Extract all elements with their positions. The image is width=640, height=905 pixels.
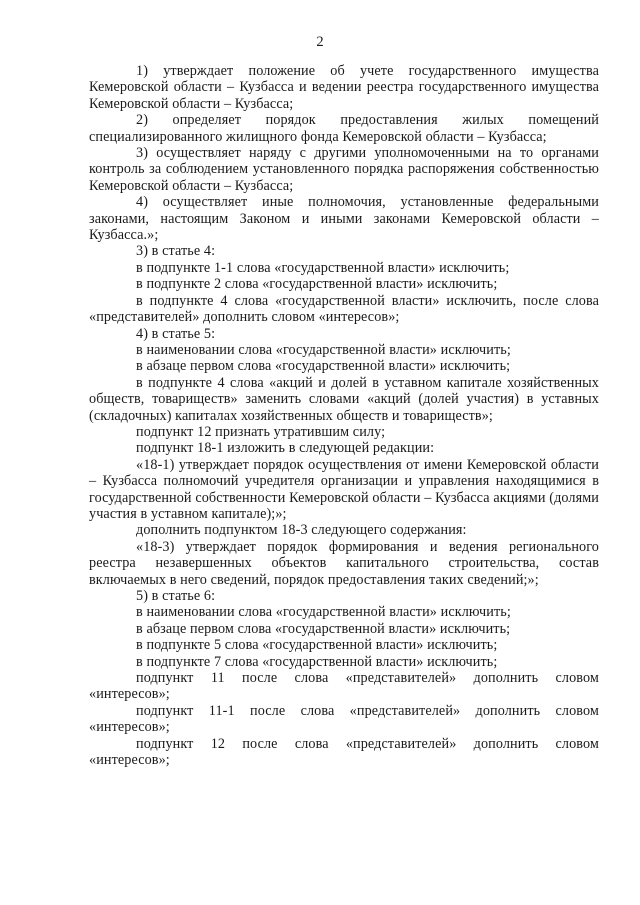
paragraph: в абзаце первом слова «государственной власти» исключить; — [136, 620, 511, 637]
paragraph: 1) утверждает положение об учете государственного имущества Кемеровской области – Кузбасса и ведении реестра государственного имущества Кемеровской области – Кузбасса; — [89, 63, 599, 112]
paragraph: подпункт 11 после слова «представителей» дополнить словом «интересов»; — [89, 670, 599, 703]
paragraph: в подпункте 7 слова «государственной власти» исключить; — [136, 653, 498, 670]
paragraph: подпункт 12 после слова «представителей» дополнить словом «интересов»; — [89, 735, 599, 769]
paragraph: 5) в статье 6: — [136, 588, 216, 604]
paragraph: в подпункте 5 слова «государственной власти» исключить; — [136, 637, 498, 654]
paragraph: в абзаце первом слова «государственной власти» исключить; — [136, 358, 511, 375]
paragraph: 3) осуществляет наряду с другими уполномоченными на то органами контроль за соблюдением установленного порядка распоряжения собственностью Кемеровской области – Кузбасса; — [89, 145, 599, 194]
document-body — [89, 63, 599, 768]
paragraph: 3) в статье 4: — [136, 243, 216, 260]
page-number: 2 — [316, 34, 324, 50]
paragraph: в наименовании слова «государственной власти» исключить; — [136, 604, 511, 621]
paragraph: в подпункте 4 слова «акций и долей в уставном капитале хозяйственных обществ, товариществ» заменить словами «акций (долей участия) в уставных (складочных) капиталах хозяйственных обществ и товариществ»; — [89, 374, 599, 424]
paragraph: 4) в статье 5: — [136, 325, 216, 342]
paragraph: «18-3) утверждает порядок формирования и ведения регионального реестра незавершенных объектов капитального строительства, состав включаемых в него сведений, порядок предоставления таких сведений;»; — [89, 538, 599, 588]
paragraph: подпункт 18-1 изложить в следующей редакции: — [136, 440, 435, 457]
paragraph: дополнить подпунктом 18-3 следующего содержания: — [136, 522, 467, 539]
paragraph: 4) осуществляет иные полномочия, установленные федеральными законами, настоящим Законом и иными законами Кемеровской области – Кузбасса.»; — [89, 194, 599, 244]
paragraph: подпункт 12 признать утратившим силу; — [136, 423, 386, 440]
paragraph: 2) определяет порядок предоставления жилых помещений специализированного жилищного фонда Кемеровской области – Кузбасса; — [89, 112, 599, 145]
paragraph: в подпункте 4 слова «государственной власти» исключить, после слова «представителей» дополнить словом «интересов»; — [89, 292, 599, 326]
paragraph: «18-1) утверждает порядок осуществления от имени Кемеровской области – Кузбасса полномочий учредителя организации и управления находящимися в государственной собственности Кемеровской области – Кузбасса акциями (долями участия в уставном капитале);»; — [89, 456, 599, 522]
paragraph: в подпункте 1-1 слова «государственной власти» исключить; — [136, 259, 510, 276]
paragraph: в подпункте 2 слова «государственной власти» исключить; — [136, 276, 498, 293]
paragraph: в наименовании слова «государственной власти» исключить; — [136, 341, 511, 358]
paragraph: подпункт 11-1 после слова «представителей» дополнить словом «интересов»; — [89, 702, 599, 736]
